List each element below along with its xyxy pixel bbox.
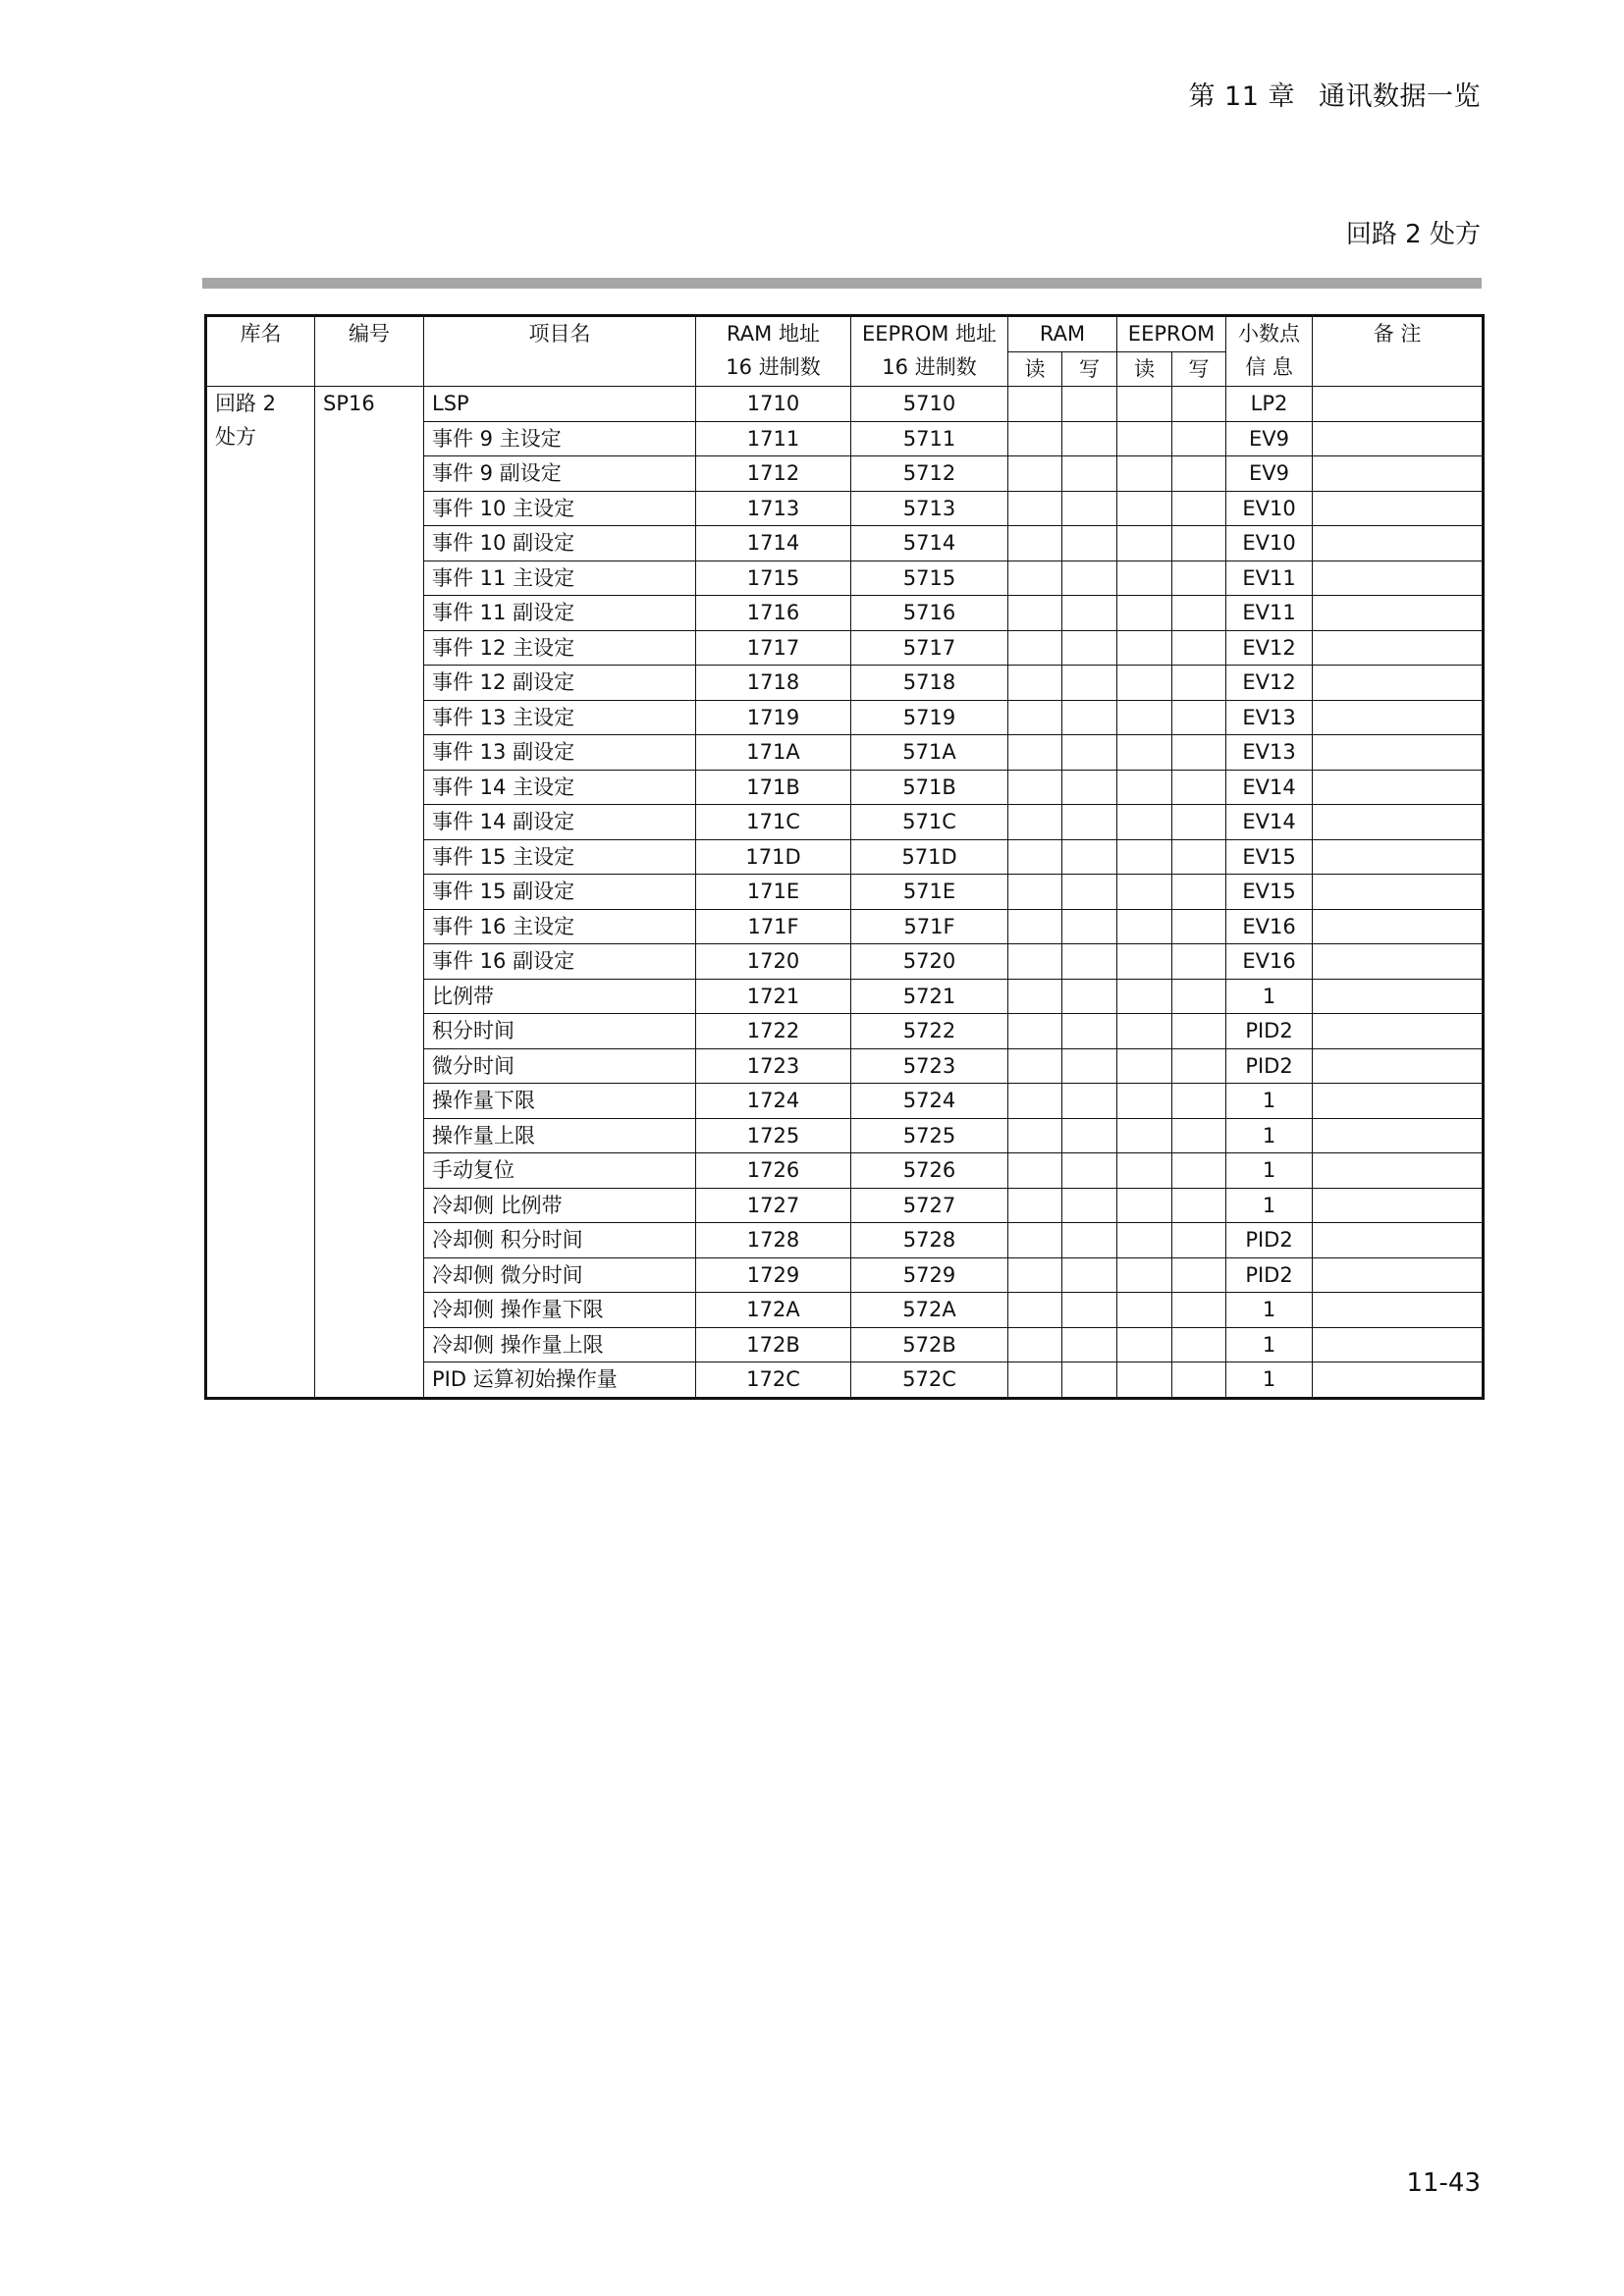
eeprom-read-cell <box>1117 1014 1172 1049</box>
remarks-cell <box>1313 944 1484 980</box>
decimal-info-cell: EV12 <box>1226 666 1313 701</box>
ram-write-cell <box>1062 1188 1117 1223</box>
remarks-cell <box>1313 735 1484 771</box>
header-eeprom-address-line1: EEPROM 地址 <box>861 322 998 346</box>
eeprom-read-cell <box>1117 421 1172 456</box>
item-name-cell: 事件 16 主设定 <box>424 909 696 944</box>
header-decimal-line2: 信 息 <box>1245 355 1293 379</box>
ram-write-cell <box>1062 1014 1117 1049</box>
ram-address-cell: 1715 <box>696 561 851 596</box>
eeprom-read-cell <box>1117 1153 1172 1189</box>
remarks-cell <box>1313 491 1484 526</box>
ram-read-cell <box>1008 909 1062 944</box>
ram-address-cell: 1728 <box>696 1223 851 1258</box>
item-name-cell: 事件 15 主设定 <box>424 839 696 875</box>
decimal-info-cell: EV14 <box>1226 805 1313 840</box>
header-ram-write: 写 <box>1062 351 1117 387</box>
eeprom-address-cell: 571E <box>851 875 1008 910</box>
header-eeprom: EEPROM <box>1117 316 1226 352</box>
ram-write-cell <box>1062 875 1117 910</box>
ram-address-cell: 171A <box>696 735 851 771</box>
item-name-cell: 冷却侧 比例带 <box>424 1188 696 1223</box>
ram-write-cell <box>1062 1084 1117 1119</box>
eeprom-address-cell: 571F <box>851 909 1008 944</box>
ram-address-cell: 1724 <box>696 1084 851 1119</box>
header-ram-address <box>696 316 851 387</box>
eeprom-write-cell <box>1172 596 1226 631</box>
eeprom-write-cell <box>1172 944 1226 980</box>
ram-write-cell <box>1062 421 1117 456</box>
ram-write-cell <box>1062 596 1117 631</box>
ram-write-cell <box>1062 909 1117 944</box>
eeprom-write-cell <box>1172 1084 1226 1119</box>
item-name-cell: 事件 11 副设定 <box>424 596 696 631</box>
ram-write-cell <box>1062 561 1117 596</box>
ram-address-cell: 1712 <box>696 456 851 492</box>
eeprom-address-cell: 5715 <box>851 561 1008 596</box>
decimal-info-cell: 1 <box>1226 1118 1313 1153</box>
page-number: 11-43 <box>1406 2168 1481 2198</box>
eeprom-address-cell: 5724 <box>851 1084 1008 1119</box>
ram-read-cell <box>1008 1293 1062 1328</box>
chapter-title: 通讯数据一览 <box>1319 81 1481 112</box>
eeprom-read-cell <box>1117 875 1172 910</box>
eeprom-read-cell <box>1117 561 1172 596</box>
number-cell: SP16 <box>315 387 424 1399</box>
item-name-cell: 事件 15 副设定 <box>424 875 696 910</box>
item-name-cell: 手动复位 <box>424 1153 696 1189</box>
remarks-cell <box>1313 1188 1484 1223</box>
eeprom-write-cell <box>1172 666 1226 701</box>
ram-address-cell: 171C <box>696 805 851 840</box>
library-line2: 处方 <box>215 425 256 449</box>
ram-address-cell: 171B <box>696 770 851 805</box>
decimal-info-cell: 1 <box>1226 979 1313 1014</box>
ram-read-cell <box>1008 700 1062 735</box>
table-row <box>206 387 1484 422</box>
ram-read-cell <box>1008 387 1062 422</box>
decimal-info-cell: PID2 <box>1226 1223 1313 1258</box>
header-remarks: 备 注 <box>1313 316 1484 387</box>
ram-address-cell: 1710 <box>696 387 851 422</box>
item-name-cell: 事件 13 副设定 <box>424 735 696 771</box>
remarks-cell <box>1313 456 1484 492</box>
remarks-cell <box>1313 979 1484 1014</box>
ram-write-cell <box>1062 1362 1117 1399</box>
ram-read-cell <box>1008 1257 1062 1293</box>
eeprom-address-cell: 5710 <box>851 387 1008 422</box>
remarks-cell <box>1313 1293 1484 1328</box>
eeprom-write-cell <box>1172 491 1226 526</box>
ram-address-cell: 1721 <box>696 979 851 1014</box>
eeprom-write-cell <box>1172 456 1226 492</box>
ram-read-cell <box>1008 666 1062 701</box>
eeprom-address-cell: 5722 <box>851 1014 1008 1049</box>
decimal-info-cell: 1 <box>1226 1188 1313 1223</box>
eeprom-write-cell <box>1172 979 1226 1014</box>
eeprom-address-cell: 5711 <box>851 421 1008 456</box>
ram-read-cell <box>1008 944 1062 980</box>
ram-read-cell <box>1008 526 1062 561</box>
ram-write-cell <box>1062 979 1117 1014</box>
ram-write-cell <box>1062 700 1117 735</box>
ram-write-cell <box>1062 1153 1117 1189</box>
eeprom-address-cell: 572B <box>851 1327 1008 1362</box>
eeprom-read-cell <box>1117 1327 1172 1362</box>
ram-write-cell <box>1062 1293 1117 1328</box>
ram-read-cell <box>1008 596 1062 631</box>
eeprom-read-cell <box>1117 1257 1172 1293</box>
remarks-cell <box>1313 666 1484 701</box>
table-header <box>206 316 1484 387</box>
ram-address-cell: 1711 <box>696 421 851 456</box>
ram-address-cell: 171F <box>696 909 851 944</box>
ram-address-cell: 1729 <box>696 1257 851 1293</box>
decimal-info-cell: EV15 <box>1226 839 1313 875</box>
eeprom-read-cell <box>1117 1188 1172 1223</box>
decimal-info-cell: EV14 <box>1226 770 1313 805</box>
ram-read-cell <box>1008 735 1062 771</box>
ram-write-cell <box>1062 526 1117 561</box>
eeprom-read-cell <box>1117 1223 1172 1258</box>
ram-address-cell: 1719 <box>696 700 851 735</box>
section-title: 回路 2 处方 <box>1345 220 1481 249</box>
ram-read-cell <box>1008 630 1062 666</box>
eeprom-read-cell <box>1117 770 1172 805</box>
eeprom-write-cell <box>1172 1014 1226 1049</box>
eeprom-read-cell <box>1117 1048 1172 1084</box>
eeprom-address-cell: 5728 <box>851 1223 1008 1258</box>
remarks-cell <box>1313 1118 1484 1153</box>
item-name-cell: 事件 14 主设定 <box>424 770 696 805</box>
ram-read-cell <box>1008 979 1062 1014</box>
remarks-cell <box>1313 387 1484 422</box>
decimal-info-cell: LP2 <box>1226 387 1313 422</box>
decimal-info-cell: EV10 <box>1226 491 1313 526</box>
header-decimal-line1: 小数点 <box>1238 322 1301 346</box>
chapter-header <box>1188 75 1481 113</box>
ram-write-cell <box>1062 456 1117 492</box>
header-eeprom-address <box>851 316 1008 387</box>
eeprom-write-cell <box>1172 526 1226 561</box>
ram-address-cell: 1716 <box>696 596 851 631</box>
decimal-info-cell: EV12 <box>1226 630 1313 666</box>
ram-address-cell: 172B <box>696 1327 851 1362</box>
header-eeprom-address-line2: 16 进制数 <box>882 355 977 379</box>
ram-write-cell <box>1062 735 1117 771</box>
eeprom-write-cell <box>1172 1118 1226 1153</box>
ram-read-cell <box>1008 839 1062 875</box>
remarks-cell <box>1313 596 1484 631</box>
remarks-cell <box>1313 1014 1484 1049</box>
eeprom-address-cell: 5725 <box>851 1118 1008 1153</box>
ram-read-cell <box>1008 805 1062 840</box>
decimal-info-cell: 1 <box>1226 1153 1313 1189</box>
decimal-info-cell: PID2 <box>1226 1014 1313 1049</box>
eeprom-write-cell <box>1172 561 1226 596</box>
eeprom-address-cell: 571A <box>851 735 1008 771</box>
eeprom-read-cell <box>1117 1362 1172 1399</box>
ram-read-cell <box>1008 1084 1062 1119</box>
eeprom-write-cell <box>1172 875 1226 910</box>
eeprom-write-cell <box>1172 735 1226 771</box>
eeprom-address-cell: 5714 <box>851 526 1008 561</box>
remarks-cell <box>1313 421 1484 456</box>
remarks-cell <box>1313 630 1484 666</box>
decimal-info-cell: EV11 <box>1226 561 1313 596</box>
item-name-cell: 事件 9 主设定 <box>424 421 696 456</box>
decimal-info-cell: EV13 <box>1226 735 1313 771</box>
eeprom-read-cell <box>1117 1118 1172 1153</box>
item-name-cell: 操作量上限 <box>424 1118 696 1153</box>
eeprom-write-cell <box>1172 1048 1226 1084</box>
ram-address-cell: 1718 <box>696 666 851 701</box>
ram-write-cell <box>1062 805 1117 840</box>
decimal-info-cell: 1 <box>1226 1293 1313 1328</box>
item-name-cell: 事件 13 主设定 <box>424 700 696 735</box>
remarks-cell <box>1313 561 1484 596</box>
remarks-cell <box>1313 1084 1484 1119</box>
item-name-cell: 事件 16 副设定 <box>424 944 696 980</box>
ram-write-cell <box>1062 666 1117 701</box>
decimal-info-cell: EV10 <box>1226 526 1313 561</box>
eeprom-write-cell <box>1172 839 1226 875</box>
eeprom-address-cell: 5713 <box>851 491 1008 526</box>
eeprom-write-cell <box>1172 1153 1226 1189</box>
remarks-cell <box>1313 875 1484 910</box>
decimal-info-cell: EV15 <box>1226 875 1313 910</box>
remarks-cell <box>1313 839 1484 875</box>
ram-write-cell <box>1062 944 1117 980</box>
header-eeprom-write: 写 <box>1172 351 1226 387</box>
ram-address-cell: 1725 <box>696 1118 851 1153</box>
remarks-cell <box>1313 1153 1484 1189</box>
eeprom-read-cell <box>1117 387 1172 422</box>
eeprom-write-cell <box>1172 909 1226 944</box>
item-name-cell: 事件 9 副设定 <box>424 456 696 492</box>
remarks-cell <box>1313 1257 1484 1293</box>
decimal-info-cell: 1 <box>1226 1084 1313 1119</box>
eeprom-address-cell: 5726 <box>851 1153 1008 1189</box>
ram-read-cell <box>1008 875 1062 910</box>
eeprom-address-cell: 5721 <box>851 979 1008 1014</box>
ram-address-cell: 171D <box>696 839 851 875</box>
item-name-cell: 冷却侧 微分时间 <box>424 1257 696 1293</box>
item-name-cell: 事件 12 副设定 <box>424 666 696 701</box>
communication-data-table <box>204 314 1485 1400</box>
table-body <box>206 387 1484 1399</box>
ram-read-cell <box>1008 421 1062 456</box>
eeprom-write-cell <box>1172 1362 1226 1399</box>
ram-read-cell <box>1008 770 1062 805</box>
eeprom-write-cell <box>1172 700 1226 735</box>
item-name-cell: 事件 10 副设定 <box>424 526 696 561</box>
header-ram-address-line2: 16 进制数 <box>726 355 821 379</box>
eeprom-read-cell <box>1117 944 1172 980</box>
eeprom-write-cell <box>1172 630 1226 666</box>
item-name-cell: 冷却侧 积分时间 <box>424 1223 696 1258</box>
eeprom-read-cell <box>1117 630 1172 666</box>
remarks-cell <box>1313 770 1484 805</box>
item-name-cell: 事件 10 主设定 <box>424 491 696 526</box>
item-name-cell: 事件 12 主设定 <box>424 630 696 666</box>
eeprom-write-cell <box>1172 1327 1226 1362</box>
eeprom-write-cell <box>1172 1223 1226 1258</box>
ram-address-cell: 1713 <box>696 491 851 526</box>
decimal-info-cell: EV16 <box>1226 909 1313 944</box>
decimal-info-cell: 1 <box>1226 1362 1313 1399</box>
eeprom-read-cell <box>1117 735 1172 771</box>
header-eeprom-read: 读 <box>1117 351 1172 387</box>
eeprom-address-cell: 5727 <box>851 1188 1008 1223</box>
ram-read-cell <box>1008 491 1062 526</box>
ram-write-cell <box>1062 491 1117 526</box>
section-divider <box>202 278 1482 289</box>
decimal-info-cell: PID2 <box>1226 1048 1313 1084</box>
ram-write-cell <box>1062 770 1117 805</box>
eeprom-read-cell <box>1117 491 1172 526</box>
header-decimal-info <box>1226 316 1313 387</box>
item-name-cell: 冷却侧 操作量上限 <box>424 1327 696 1362</box>
ram-write-cell <box>1062 630 1117 666</box>
decimal-info-cell: EV13 <box>1226 700 1313 735</box>
item-name-cell: 微分时间 <box>424 1048 696 1084</box>
item-name-cell: 事件 11 主设定 <box>424 561 696 596</box>
decimal-info-cell: PID2 <box>1226 1257 1313 1293</box>
item-name-cell: 冷却侧 操作量下限 <box>424 1293 696 1328</box>
eeprom-address-cell: 571B <box>851 770 1008 805</box>
header-ram-address-line1: RAM 地址 <box>727 322 820 346</box>
eeprom-write-cell <box>1172 805 1226 840</box>
eeprom-address-cell: 5729 <box>851 1257 1008 1293</box>
eeprom-address-cell: 572C <box>851 1362 1008 1399</box>
ram-read-cell <box>1008 456 1062 492</box>
ram-write-cell <box>1062 1223 1117 1258</box>
eeprom-write-cell <box>1172 1188 1226 1223</box>
ram-read-cell <box>1008 1153 1062 1189</box>
ram-address-cell: 1727 <box>696 1188 851 1223</box>
decimal-info-cell: 1 <box>1226 1327 1313 1362</box>
ram-address-cell: 1714 <box>696 526 851 561</box>
eeprom-write-cell <box>1172 1257 1226 1293</box>
eeprom-address-cell: 5712 <box>851 456 1008 492</box>
eeprom-address-cell: 5716 <box>851 596 1008 631</box>
eeprom-read-cell <box>1117 666 1172 701</box>
eeprom-write-cell <box>1172 1293 1226 1328</box>
ram-read-cell <box>1008 1048 1062 1084</box>
ram-read-cell <box>1008 1014 1062 1049</box>
ram-address-cell: 1723 <box>696 1048 851 1084</box>
header-item-name: 项目名 <box>424 316 696 387</box>
eeprom-read-cell <box>1117 1293 1172 1328</box>
ram-read-cell <box>1008 1327 1062 1362</box>
eeprom-address-cell: 5718 <box>851 666 1008 701</box>
item-name-cell: 积分时间 <box>424 1014 696 1049</box>
ram-write-cell <box>1062 1118 1117 1153</box>
eeprom-read-cell <box>1117 456 1172 492</box>
eeprom-address-cell: 571C <box>851 805 1008 840</box>
eeprom-read-cell <box>1117 526 1172 561</box>
ram-address-cell: 1720 <box>696 944 851 980</box>
ram-address-cell: 172C <box>696 1362 851 1399</box>
decimal-info-cell: EV16 <box>1226 944 1313 980</box>
remarks-cell <box>1313 909 1484 944</box>
chapter-number: 第 11 章 <box>1188 81 1295 112</box>
ram-read-cell <box>1008 1118 1062 1153</box>
decimal-info-cell: EV9 <box>1226 421 1313 456</box>
eeprom-read-cell <box>1117 700 1172 735</box>
eeprom-address-cell: 571D <box>851 839 1008 875</box>
item-name-cell: LSP <box>424 387 696 422</box>
remarks-cell <box>1313 526 1484 561</box>
remarks-cell <box>1313 1327 1484 1362</box>
eeprom-address-cell: 5723 <box>851 1048 1008 1084</box>
eeprom-read-cell <box>1117 909 1172 944</box>
eeprom-address-cell: 5720 <box>851 944 1008 980</box>
eeprom-address-cell: 5719 <box>851 700 1008 735</box>
ram-read-cell <box>1008 1223 1062 1258</box>
library-line1: 回路 2 <box>215 392 277 415</box>
ram-address-cell: 1722 <box>696 1014 851 1049</box>
eeprom-write-cell <box>1172 770 1226 805</box>
eeprom-write-cell <box>1172 387 1226 422</box>
eeprom-read-cell <box>1117 1084 1172 1119</box>
decimal-info-cell: EV11 <box>1226 596 1313 631</box>
eeprom-address-cell: 5717 <box>851 630 1008 666</box>
eeprom-read-cell <box>1117 596 1172 631</box>
item-name-cell: 事件 14 副设定 <box>424 805 696 840</box>
eeprom-read-cell <box>1117 979 1172 1014</box>
ram-read-cell <box>1008 561 1062 596</box>
ram-read-cell <box>1008 1188 1062 1223</box>
header-library: 库名 <box>206 316 315 387</box>
remarks-cell <box>1313 805 1484 840</box>
eeprom-read-cell <box>1117 805 1172 840</box>
header-ram: RAM <box>1008 316 1117 352</box>
ram-address-cell: 171E <box>696 875 851 910</box>
remarks-cell <box>1313 1223 1484 1258</box>
ram-read-cell <box>1008 1362 1062 1399</box>
ram-write-cell <box>1062 387 1117 422</box>
header-number: 编号 <box>315 316 424 387</box>
item-name-cell: 比例带 <box>424 979 696 1014</box>
library-cell <box>206 387 315 1399</box>
remarks-cell <box>1313 1048 1484 1084</box>
eeprom-address-cell: 572A <box>851 1293 1008 1328</box>
remarks-cell <box>1313 700 1484 735</box>
remarks-cell <box>1313 1362 1484 1399</box>
eeprom-write-cell <box>1172 421 1226 456</box>
item-name-cell: PID 运算初始操作量 <box>424 1362 696 1399</box>
ram-write-cell <box>1062 1257 1117 1293</box>
decimal-info-cell: EV9 <box>1226 456 1313 492</box>
ram-address-cell: 172A <box>696 1293 851 1328</box>
eeprom-read-cell <box>1117 839 1172 875</box>
header-ram-read: 读 <box>1008 351 1062 387</box>
ram-address-cell: 1717 <box>696 630 851 666</box>
ram-write-cell <box>1062 1327 1117 1362</box>
item-name-cell: 操作量下限 <box>424 1084 696 1119</box>
ram-write-cell <box>1062 1048 1117 1084</box>
ram-address-cell: 1726 <box>696 1153 851 1189</box>
ram-write-cell <box>1062 839 1117 875</box>
